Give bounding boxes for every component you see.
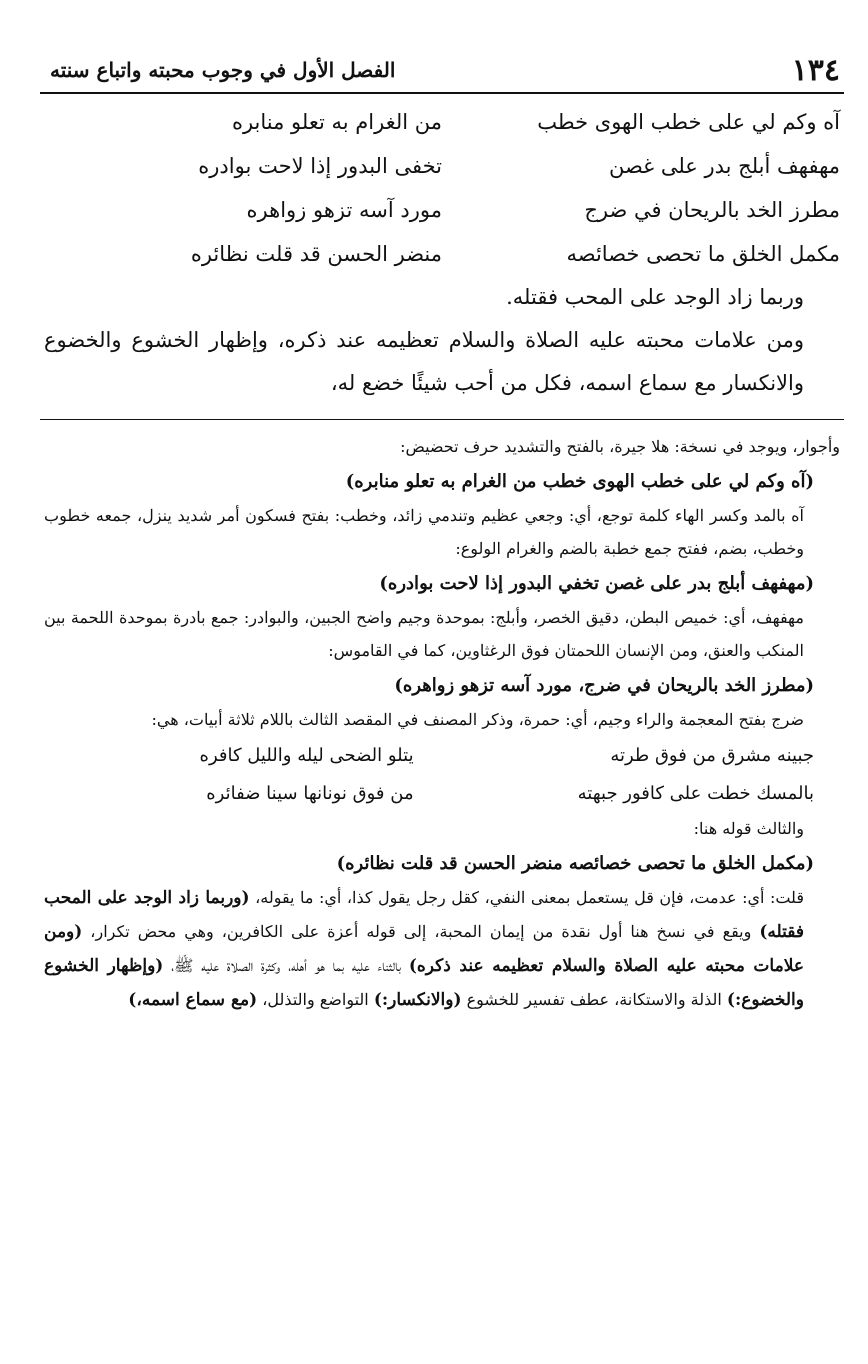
- page-header: [40, 48, 844, 94]
- page-number: ١٣٤: [791, 52, 840, 88]
- commentary-lemma: (مهفهف أبلج بدر على غصن تخفي البدور إذا لاحت بوادره): [379, 572, 814, 594]
- verse-hemistich: مكمل الخلق ما تحصى خصائصه: [566, 242, 840, 266]
- commentary-lemma: (مكمل الخلق ما تحصى خصائصه منضر الحسن قد قلت نظائره): [336, 852, 814, 874]
- commentary-text: الذلة والاستكانة، عطف تفسير للخشوع: [461, 990, 727, 1009]
- commentary-quote: (والانكسار:): [373, 990, 462, 1010]
- commentary-quote: (مع سماع اسمه،): [128, 990, 258, 1010]
- verse-hemistich: آه وكم لي على خطب الهوى خطب: [537, 110, 840, 134]
- commentary-text: التواضع والتذلل،: [257, 990, 374, 1009]
- verse-hemistich: من الغرام به تعلو منابره: [231, 110, 442, 134]
- verse-hemistich: مطرز الخد بالريحان في ضرج: [584, 198, 840, 222]
- verse-line: [40, 100, 844, 144]
- verse-hemistich: يتلو الضحى ليله والليل كافره: [199, 744, 414, 766]
- commentary-section: [40, 430, 844, 1017]
- running-title: الفصل الأول في وجوب محبته واتباع سنته: [50, 58, 396, 82]
- commentary-quote: (وربما زاد الوجد على المحب فقتله): [44, 888, 805, 942]
- commentary-paragraph: وأجوار، ويوجد في نسخة: هلا جيرة، بالفتح والتشديد حرف تحضيض:: [400, 437, 840, 456]
- verse-line: [40, 188, 844, 232]
- book-page: [40, 48, 844, 1348]
- commentary-paragraph: ضرج بفتح المعجمة والراء وجيم، أي: حمرة، وذكر المصنف في المقصد الثالث باللام ثلاثة أبيات، هي:: [151, 710, 804, 729]
- commentary-paragraph: آه بالمد وكسر الهاء كلمة توجع، أي: وجعي عظيم وتندمي زائد، وخطب: بفتح فسكون أمر شديد ينزل، جمعه خطوب وخطب، بضم، ففتح جمع خطبة بالضم والغرام الولوع:: [44, 506, 804, 558]
- verse-hemistich: جبينه مشرق من فوق طرته: [610, 744, 814, 766]
- verse-hemistich: منضر الحسن قد قلت نظائره: [190, 242, 442, 266]
- commentary-paragraph: والثالث قوله هنا:: [693, 819, 804, 838]
- commentary-text: قلت: أي: عدمت، فإن قل يستعمل بمعنى النفي، كقل رجل يقول كذا، أي: ما يقوله،: [249, 888, 804, 907]
- verse-hemistich: تخفى البدور إذا لاحت بوادره: [198, 154, 442, 178]
- commentary-lemma: (آه وكم لي على خطب الهوى خطب من الغرام به تعلو منابره): [345, 470, 814, 492]
- commentary-divider: [40, 419, 844, 420]
- verse-line: [40, 232, 844, 276]
- commentary-quote: (وإظهار الخشوع والخضوع:): [44, 956, 804, 1010]
- verse-hemistich: مورد آسه تزهو زواهره: [246, 198, 442, 222]
- commentary-paragraph: مهفهف، أي: خميص البطن، دقيق الخصر، وأبلج: بموحدة وجيم واضح الجبين، والبوادر: جمع بادرة بموحدة اللحمة بين المنكب والعنق، ومن الإنسان اللحمتان فوق الرغثاوين، كما في القاموس:: [44, 608, 804, 660]
- commentary-lemma: (مطرز الخد بالريحان في ضرج، مورد آسه تزهو زواهره): [394, 674, 814, 696]
- commentary-verse-line: [40, 736, 844, 774]
- main-paragraph: ومن علامات محبته عليه الصلاة والسلام تعظيمه عند ذكره، وإظهار الخشوع والخضوع والانكسار مع سماع اسمه، فكل من أحب شيئًا خضع له،: [44, 328, 804, 395]
- commentary-text: ويقع في نسخ هنا أول نقدة من إيمان المحبة، إلى قوله أعزة على الكافرين، وهي محض تكرار،: [82, 922, 760, 941]
- commentary-text: بالثناء عليه بما هو أهله، وكثرة الصلاة عليه ﷺ،: [163, 956, 409, 975]
- main-text: [40, 94, 844, 405]
- verse-hemistich: مهفهف أبلج بدر على غصن: [608, 154, 840, 178]
- commentary-verse-line: [40, 774, 844, 812]
- commentary-paragraph: [40, 881, 844, 1017]
- verse-hemistich: بالمسك خطت على كافور جبهته: [577, 782, 814, 804]
- main-paragraph: وربما زاد الوجد على المحب فقتله.: [506, 285, 804, 309]
- commentary-quote: (ومن علامات محبته عليه الصلاة والسلام تعظيمه عند ذكره): [44, 922, 804, 976]
- verse-line: [40, 144, 844, 188]
- verse-hemistich: من فوق نونانها سينا ضفائره: [206, 782, 414, 804]
